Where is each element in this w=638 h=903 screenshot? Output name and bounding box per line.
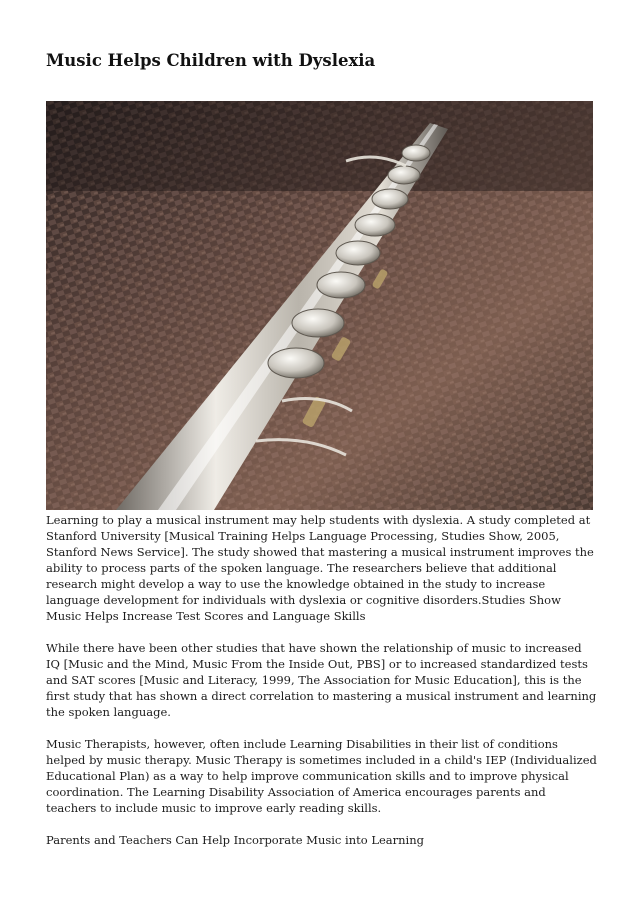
flute-photo-illustration	[46, 101, 593, 510]
page-title: Music Helps Children with Dyslexia	[46, 51, 376, 70]
section-heading: Parents and Teachers Can Help Incorporate Music into Learning	[46, 833, 424, 847]
flute-photo	[46, 101, 593, 510]
paragraph: Music Therapists, however, often include Learning Disabilities in their list of conditions helped by music therapy. Music Therapy is sometimes included in a child's IEP (Individualized Educational Plan) as a way to help improve communication skills and to improve physical coordination. The Learning Disability Association of America encourages parents and teachers to include music to improve early reading skills.	[46, 737, 597, 815]
article-body	[46, 512, 598, 864]
paragraph: While there have been other studies that have shown the relationship of music to increased IQ [Music and the Mind, Music From the Inside Out, PBS] or to increased standardized tests and SAT scores [Music and Literacy, 1999, The Association for Music Education], this is the first study that has shown a direct correlation to mastering a musical instrument and learning the spoken language.	[46, 641, 597, 719]
paragraph: Learning to play a musical instrument may help students with dyslexia. A study completed at Stanford University [Musical Training Helps Language Processing, Studies Show, 2005, Stanford News Service]. The study showed that mastering a musical instrument improves the ability to process parts of the spoken language. The researchers believe that additional research might develop a way to use the knowledge obtained in the study to increase language development for individuals with dyslexia or cognitive disorders.Studies Show Music Helps Increase Test Scores and Language Skills	[46, 513, 594, 623]
